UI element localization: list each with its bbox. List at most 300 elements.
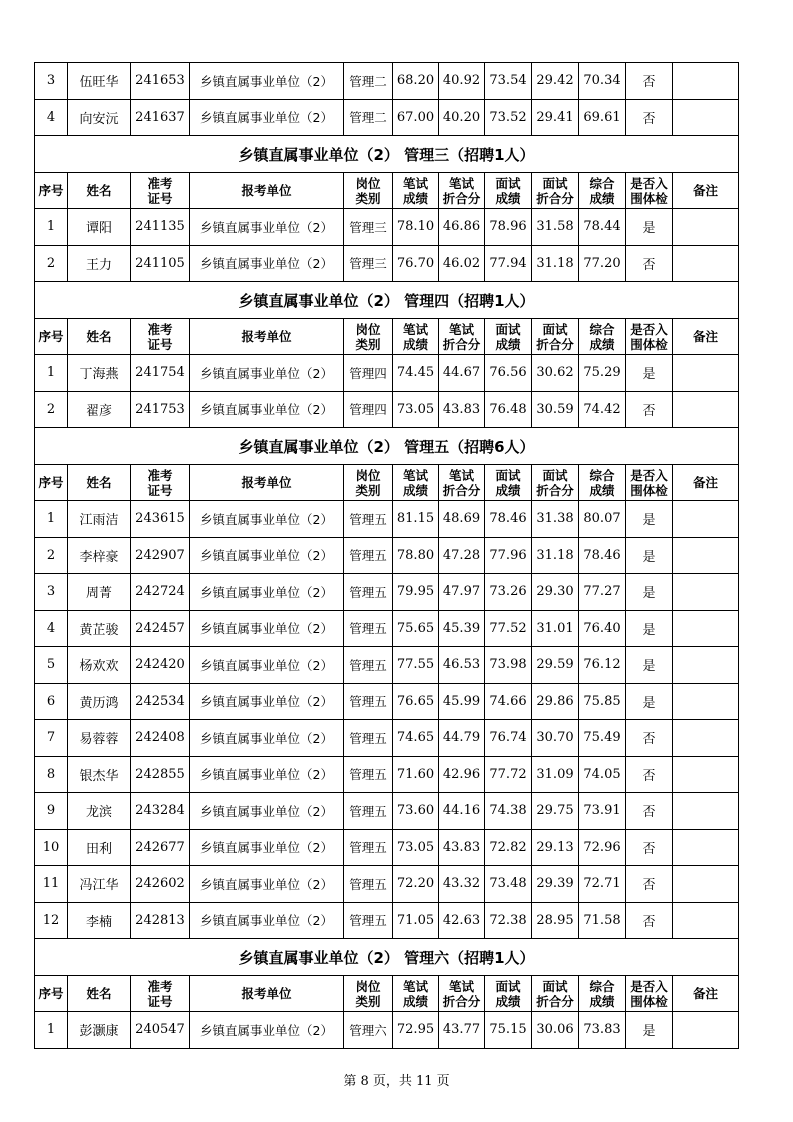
- table-row: [35, 209, 739, 246]
- remark-cell: [673, 866, 739, 903]
- interview-converted-cell: 29.86: [532, 683, 579, 720]
- header-written: [393, 173, 439, 209]
- remark-cell: [673, 793, 739, 830]
- physical-exam-cell: 否: [626, 902, 673, 939]
- header-seq-line1: 序号: [38, 183, 64, 198]
- exam-no-cell: 242855: [131, 756, 190, 793]
- header-total: [579, 465, 626, 501]
- name-cell: 江雨洁: [68, 501, 131, 538]
- header-written-converted-line2: 折合分: [442, 993, 481, 1009]
- column-header-row: [35, 976, 739, 1012]
- written-converted-cell: 44.67: [439, 355, 485, 392]
- exam-no-cell: 242677: [131, 829, 190, 866]
- header-remark-line1: 备注: [692, 183, 718, 198]
- header-physical-exam-line2: 围体检: [630, 993, 668, 1009]
- table-row: [35, 1012, 739, 1049]
- header-exam-no: [131, 319, 190, 355]
- header-total: [579, 976, 626, 1012]
- interview-converted-cell: 31.38: [532, 501, 579, 538]
- table-row: [35, 99, 739, 136]
- header-unit-line1: 报考单位: [241, 475, 292, 490]
- header-seq-line1: 序号: [38, 329, 64, 344]
- section-title: 乡镇直属事业单位（2） 管理五（招聘6人）: [35, 428, 739, 465]
- total-score-cell: 72.71: [579, 866, 626, 903]
- interview-score-cell: 73.98: [485, 647, 532, 684]
- total-score-cell: 75.29: [579, 355, 626, 392]
- physical-exam-cell: 是: [626, 209, 673, 246]
- written-converted-cell: 40.92: [439, 63, 485, 100]
- exam-no-cell: 241653: [131, 63, 190, 100]
- physical-exam-cell: 否: [626, 99, 673, 136]
- unit-cell: 乡镇直属事业单位（2）: [190, 1012, 344, 1049]
- post-type-cell: 管理五: [344, 501, 393, 538]
- post-type-cell: 管理五: [344, 756, 393, 793]
- header-written-line1: 笔试: [402, 321, 428, 337]
- exam-no-cell: 242457: [131, 610, 190, 647]
- header-unit: [190, 173, 344, 209]
- header-name-line1: 姓名: [86, 183, 112, 198]
- header-interview-converted-line2: 折合分: [536, 190, 574, 206]
- header-unit-line1: 报考单位: [241, 329, 292, 344]
- table-row: [35, 537, 739, 574]
- header-exam-no-line1: 准考: [147, 175, 173, 191]
- header-post-type-line1: 岗位: [355, 467, 381, 483]
- table-row: [35, 902, 739, 939]
- header-name-line1: 姓名: [86, 986, 112, 1001]
- section-title-row: [35, 939, 739, 976]
- unit-cell: 乡镇直属事业单位（2）: [190, 501, 344, 538]
- post-type-cell: 管理五: [344, 866, 393, 903]
- name-cell: 伍旺华: [68, 63, 131, 100]
- total-score-cell: 73.91: [579, 793, 626, 830]
- physical-exam-cell: 是: [626, 610, 673, 647]
- header-interview-line1: 面试: [495, 978, 521, 994]
- unit-cell: 乡镇直属事业单位（2）: [190, 647, 344, 684]
- header-written-converted-line2: 折合分: [442, 190, 481, 206]
- total-score-cell: 69.61: [579, 99, 626, 136]
- total-score-cell: 75.49: [579, 720, 626, 757]
- header-physical-exam-line2: 围体检: [630, 190, 668, 206]
- post-type-cell: 管理五: [344, 647, 393, 684]
- unit-cell: 乡镇直属事业单位（2）: [190, 209, 344, 246]
- exam-no-cell: 242724: [131, 574, 190, 611]
- table-row: [35, 683, 739, 720]
- interview-score-cell: 73.54: [485, 63, 532, 100]
- exam-no-cell: 242408: [131, 720, 190, 757]
- header-post-type-line1: 岗位: [355, 978, 381, 994]
- total-score-cell: 78.44: [579, 209, 626, 246]
- seq-cell: 1: [35, 501, 68, 538]
- post-type-cell: 管理三: [344, 245, 393, 282]
- written-converted-cell: 47.97: [439, 574, 485, 611]
- written-score-cell: 73.05: [393, 391, 439, 428]
- header-written-line2: 成绩: [402, 993, 428, 1009]
- exam-no-cell: 241753: [131, 391, 190, 428]
- header-interview-line1: 面试: [495, 175, 521, 191]
- remark-cell: [673, 63, 739, 100]
- table-row: [35, 756, 739, 793]
- header-interview-converted: [532, 976, 579, 1012]
- physical-exam-cell: 是: [626, 1012, 673, 1049]
- header-exam-no-line2: 证号: [147, 336, 173, 352]
- results-table: [34, 62, 739, 1049]
- header-name: [68, 976, 131, 1012]
- name-cell: 丁海燕: [68, 355, 131, 392]
- interview-score-cell: 74.38: [485, 793, 532, 830]
- header-unit: [190, 319, 344, 355]
- header-remark: [673, 976, 739, 1012]
- unit-cell: 乡镇直属事业单位（2）: [190, 391, 344, 428]
- header-total: [579, 319, 626, 355]
- post-type-cell: 管理五: [344, 537, 393, 574]
- header-seq: [35, 976, 68, 1012]
- seq-cell: 12: [35, 902, 68, 939]
- header-name: [68, 319, 131, 355]
- written-score-cell: 78.10: [393, 209, 439, 246]
- post-type-cell: 管理二: [344, 63, 393, 100]
- name-cell: 冯江华: [68, 866, 131, 903]
- header-interview-line2: 成绩: [495, 190, 521, 206]
- seq-cell: 8: [35, 756, 68, 793]
- remark-cell: [673, 355, 739, 392]
- seq-cell: 6: [35, 683, 68, 720]
- written-converted-cell: 47.28: [439, 537, 485, 574]
- interview-score-cell: 77.52: [485, 610, 532, 647]
- total-score-cell: 76.12: [579, 647, 626, 684]
- remark-cell: [673, 391, 739, 428]
- post-type-cell: 管理六: [344, 1012, 393, 1049]
- page-footer: 第 8 页，共 11 页: [343, 1074, 450, 1089]
- table-row: [35, 501, 739, 538]
- physical-exam-cell: 是: [626, 501, 673, 538]
- seq-cell: 7: [35, 720, 68, 757]
- written-score-cell: 73.60: [393, 793, 439, 830]
- exam-no-cell: 242907: [131, 537, 190, 574]
- total-score-cell: 75.85: [579, 683, 626, 720]
- unit-cell: 乡镇直属事业单位（2）: [190, 866, 344, 903]
- header-name-line1: 姓名: [86, 475, 112, 490]
- header-interview-converted-line1: 面试: [542, 321, 568, 337]
- results-sheet: [34, 62, 738, 1049]
- column-header-row: [35, 173, 739, 209]
- physical-exam-cell: 是: [626, 537, 673, 574]
- total-score-cell: 74.05: [579, 756, 626, 793]
- header-physical-exam-line1: 是否入: [630, 321, 668, 337]
- total-score-cell: 72.96: [579, 829, 626, 866]
- interview-converted-cell: 31.58: [532, 209, 579, 246]
- seq-cell: 4: [35, 610, 68, 647]
- header-post-type: [344, 173, 393, 209]
- post-type-cell: 管理五: [344, 683, 393, 720]
- post-type-cell: 管理五: [344, 902, 393, 939]
- header-written-line1: 笔试: [402, 175, 428, 191]
- header-seq: [35, 319, 68, 355]
- header-total-line2: 成绩: [589, 993, 615, 1009]
- exam-no-cell: 242534: [131, 683, 190, 720]
- table-row: [35, 574, 739, 611]
- header-total-line1: 综合: [589, 467, 615, 483]
- total-score-cell: 70.34: [579, 63, 626, 100]
- header-physical-exam: [626, 173, 673, 209]
- interview-converted-cell: 31.18: [532, 537, 579, 574]
- header-interview-converted-line1: 面试: [542, 175, 568, 191]
- interview-score-cell: 73.48: [485, 866, 532, 903]
- header-written-line1: 笔试: [402, 978, 428, 994]
- name-cell: 杨欢欢: [68, 647, 131, 684]
- written-converted-cell: 48.69: [439, 501, 485, 538]
- written-converted-cell: 43.83: [439, 391, 485, 428]
- interview-score-cell: 77.94: [485, 245, 532, 282]
- header-total-line1: 综合: [589, 978, 615, 994]
- interview-converted-cell: 29.41: [532, 99, 579, 136]
- header-exam-no-line1: 准考: [147, 321, 173, 337]
- name-cell: 李梓豪: [68, 537, 131, 574]
- header-unit: [190, 465, 344, 501]
- header-exam-no-line2: 证号: [147, 190, 173, 206]
- header-post-type-line2: 类别: [355, 993, 381, 1009]
- unit-cell: 乡镇直属事业单位（2）: [190, 683, 344, 720]
- name-cell: 田利: [68, 829, 131, 866]
- header-physical-exam: [626, 465, 673, 501]
- header-exam-no: [131, 976, 190, 1012]
- header-physical-exam-line1: 是否入: [630, 175, 668, 191]
- remark-cell: [673, 537, 739, 574]
- header-post-type-line1: 岗位: [355, 175, 381, 191]
- header-unit-line1: 报考单位: [241, 183, 292, 198]
- written-converted-cell: 44.79: [439, 720, 485, 757]
- header-post-type: [344, 465, 393, 501]
- seq-cell: 2: [35, 245, 68, 282]
- header-post-type: [344, 319, 393, 355]
- interview-converted-cell: 29.75: [532, 793, 579, 830]
- remark-cell: [673, 756, 739, 793]
- table-row: [35, 866, 739, 903]
- physical-exam-cell: 否: [626, 793, 673, 830]
- interview-score-cell: 74.66: [485, 683, 532, 720]
- interview-score-cell: 77.72: [485, 756, 532, 793]
- interview-converted-cell: 30.06: [532, 1012, 579, 1049]
- unit-cell: 乡镇直属事业单位（2）: [190, 829, 344, 866]
- header-seq-line1: 序号: [38, 475, 64, 490]
- header-interview-converted: [532, 465, 579, 501]
- header-written-converted: [439, 465, 485, 501]
- written-score-cell: 77.55: [393, 647, 439, 684]
- seq-cell: 1: [35, 1012, 68, 1049]
- header-exam-no-line1: 准考: [147, 467, 173, 483]
- name-cell: 黄历鸿: [68, 683, 131, 720]
- header-physical-exam-line2: 围体检: [630, 336, 668, 352]
- header-interview-line1: 面试: [495, 321, 521, 337]
- interview-score-cell: 76.74: [485, 720, 532, 757]
- remark-cell: [673, 1012, 739, 1049]
- table-row: [35, 63, 739, 100]
- written-score-cell: 71.05: [393, 902, 439, 939]
- header-remark-line1: 备注: [692, 329, 718, 344]
- written-converted-cell: 45.39: [439, 610, 485, 647]
- interview-converted-cell: 31.18: [532, 245, 579, 282]
- header-post-type-line1: 岗位: [355, 321, 381, 337]
- section-title: 乡镇直属事业单位（2） 管理四（招聘1人）: [35, 282, 739, 319]
- unit-cell: 乡镇直属事业单位（2）: [190, 610, 344, 647]
- header-post-type-line2: 类别: [355, 336, 381, 352]
- header-unit-line1: 报考单位: [241, 986, 292, 1001]
- post-type-cell: 管理四: [344, 391, 393, 428]
- header-exam-no-line1: 准考: [147, 978, 173, 994]
- interview-converted-cell: 31.09: [532, 756, 579, 793]
- name-cell: 彭灏康: [68, 1012, 131, 1049]
- physical-exam-cell: 是: [626, 647, 673, 684]
- section-title-row: [35, 136, 739, 173]
- header-interview-converted: [532, 173, 579, 209]
- header-remark: [673, 173, 739, 209]
- total-score-cell: 77.20: [579, 245, 626, 282]
- header-written-converted-line1: 笔试: [448, 978, 474, 994]
- remark-cell: [673, 99, 739, 136]
- header-total-line2: 成绩: [589, 190, 615, 206]
- unit-cell: 乡镇直属事业单位（2）: [190, 537, 344, 574]
- exam-no-cell: 242602: [131, 866, 190, 903]
- header-interview-converted-line1: 面试: [542, 978, 568, 994]
- written-score-cell: 71.60: [393, 756, 439, 793]
- seq-cell: 11: [35, 866, 68, 903]
- written-converted-cell: 45.99: [439, 683, 485, 720]
- physical-exam-cell: 否: [626, 391, 673, 428]
- seq-cell: 10: [35, 829, 68, 866]
- total-score-cell: 71.58: [579, 902, 626, 939]
- name-cell: 李楠: [68, 902, 131, 939]
- seq-cell: 1: [35, 355, 68, 392]
- header-exam-no-line2: 证号: [147, 993, 173, 1009]
- header-interview: [485, 319, 532, 355]
- remark-cell: [673, 574, 739, 611]
- header-written-converted: [439, 173, 485, 209]
- header-post-type-line2: 类别: [355, 190, 381, 206]
- unit-cell: 乡镇直属事业单位（2）: [190, 793, 344, 830]
- header-total: [579, 173, 626, 209]
- header-interview-line1: 面试: [495, 467, 521, 483]
- name-cell: 王力: [68, 245, 131, 282]
- total-score-cell: 80.07: [579, 501, 626, 538]
- exam-no-cell: 241135: [131, 209, 190, 246]
- header-written-converted: [439, 976, 485, 1012]
- seq-cell: 1: [35, 209, 68, 246]
- remark-cell: [673, 245, 739, 282]
- written-score-cell: 76.65: [393, 683, 439, 720]
- interview-converted-cell: 29.13: [532, 829, 579, 866]
- interview-score-cell: 76.56: [485, 355, 532, 392]
- seq-cell: 9: [35, 793, 68, 830]
- unit-cell: 乡镇直属事业单位（2）: [190, 756, 344, 793]
- unit-cell: 乡镇直属事业单位（2）: [190, 99, 344, 136]
- physical-exam-cell: 否: [626, 63, 673, 100]
- interview-converted-cell: 29.59: [532, 647, 579, 684]
- header-interview: [485, 976, 532, 1012]
- header-interview-line2: 成绩: [495, 993, 521, 1009]
- physical-exam-cell: 否: [626, 866, 673, 903]
- physical-exam-cell: 否: [626, 756, 673, 793]
- interview-score-cell: 72.38: [485, 902, 532, 939]
- exam-no-cell: 242420: [131, 647, 190, 684]
- interview-score-cell: 78.46: [485, 501, 532, 538]
- interview-score-cell: 77.96: [485, 537, 532, 574]
- exam-no-cell: 241754: [131, 355, 190, 392]
- total-score-cell: 78.46: [579, 537, 626, 574]
- interview-score-cell: 78.96: [485, 209, 532, 246]
- unit-cell: 乡镇直属事业单位（2）: [190, 63, 344, 100]
- written-score-cell: 72.20: [393, 866, 439, 903]
- interview-score-cell: 72.82: [485, 829, 532, 866]
- unit-cell: 乡镇直属事业单位（2）: [190, 355, 344, 392]
- interview-converted-cell: 29.30: [532, 574, 579, 611]
- physical-exam-cell: 是: [626, 574, 673, 611]
- remark-cell: [673, 610, 739, 647]
- remark-cell: [673, 902, 739, 939]
- header-interview-converted-line2: 折合分: [536, 482, 574, 498]
- written-converted-cell: 46.02: [439, 245, 485, 282]
- header-interview-line2: 成绩: [495, 336, 521, 352]
- interview-converted-cell: 30.62: [532, 355, 579, 392]
- header-physical-exam-line2: 围体检: [630, 482, 668, 498]
- unit-cell: 乡镇直属事业单位（2）: [190, 245, 344, 282]
- header-seq-line1: 序号: [38, 986, 64, 1001]
- header-written-line1: 笔试: [402, 467, 428, 483]
- written-converted-cell: 44.16: [439, 793, 485, 830]
- header-total-line1: 综合: [589, 175, 615, 191]
- unit-cell: 乡镇直属事业单位（2）: [190, 902, 344, 939]
- post-type-cell: 管理五: [344, 720, 393, 757]
- header-name: [68, 173, 131, 209]
- header-remark-line1: 备注: [692, 986, 718, 1001]
- remark-cell: [673, 720, 739, 757]
- name-cell: 谭阳: [68, 209, 131, 246]
- exam-no-cell: 241637: [131, 99, 190, 136]
- written-converted-cell: 43.77: [439, 1012, 485, 1049]
- header-written-converted: [439, 319, 485, 355]
- name-cell: 周菁: [68, 574, 131, 611]
- exam-no-cell: 241105: [131, 245, 190, 282]
- physical-exam-cell: 否: [626, 245, 673, 282]
- interview-converted-cell: 31.01: [532, 610, 579, 647]
- header-written-line2: 成绩: [402, 336, 428, 352]
- written-score-cell: 72.95: [393, 1012, 439, 1049]
- header-unit: [190, 976, 344, 1012]
- seq-cell: 3: [35, 63, 68, 100]
- table-row: [35, 793, 739, 830]
- interview-score-cell: 73.26: [485, 574, 532, 611]
- section-title-row: [35, 282, 739, 319]
- seq-cell: 2: [35, 391, 68, 428]
- section-title-row: [35, 428, 739, 465]
- table-row: [35, 720, 739, 757]
- interview-score-cell: 73.52: [485, 99, 532, 136]
- column-header-row: [35, 319, 739, 355]
- table-row: [35, 355, 739, 392]
- section-title: 乡镇直属事业单位（2） 管理三（招聘1人）: [35, 136, 739, 173]
- header-name-line1: 姓名: [86, 329, 112, 344]
- exam-no-cell: 243284: [131, 793, 190, 830]
- post-type-cell: 管理三: [344, 209, 393, 246]
- remark-cell: [673, 683, 739, 720]
- header-remark-line1: 备注: [692, 475, 718, 490]
- written-score-cell: 68.20: [393, 63, 439, 100]
- header-written-line2: 成绩: [402, 482, 428, 498]
- physical-exam-cell: 是: [626, 683, 673, 720]
- name-cell: 翟彦: [68, 391, 131, 428]
- header-interview-converted: [532, 319, 579, 355]
- total-score-cell: 77.27: [579, 574, 626, 611]
- unit-cell: 乡镇直属事业单位（2）: [190, 720, 344, 757]
- written-score-cell: 79.95: [393, 574, 439, 611]
